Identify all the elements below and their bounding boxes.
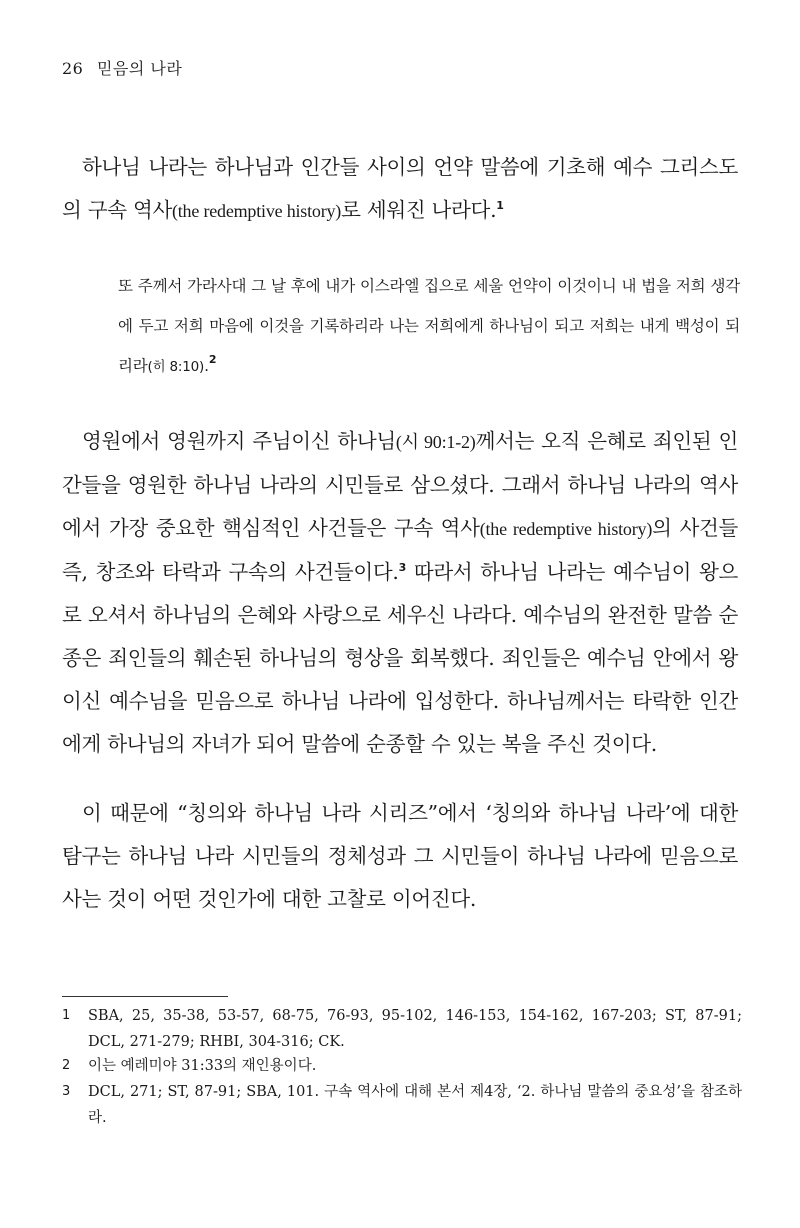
footnote-ref-3: 3 [398, 561, 406, 574]
footnote-ref-2: 2 [208, 353, 217, 366]
page-number: 26 [62, 59, 84, 78]
para3-text: 이 때문에 “칭의와 하나님 나라 시리즈”에서 ‘칭의와 하나님 나라’에 대한 탐구는 하나님 나라 시민들의 정체성과 그 시민들이 하나님 나라에 믿음으로 사는 것이 어떤 것인가에 대한 고찰로 이어진다. [62, 801, 738, 911]
para2-text-c: 의 사건들 즉, 창조와 타락과 구속의 사건들이다. [62, 516, 739, 584]
quote-end: . [204, 357, 209, 375]
footnote-2 [62, 1053, 742, 1079]
paragraph-3 [62, 792, 738, 921]
paragraph-1 [62, 146, 738, 233]
paragraph-2 [62, 420, 738, 766]
para1-text-b: 로 세워진 나라다. [341, 198, 497, 222]
quote-text: 또 주께서 가라사대 그 날 후에 내가 이스라엘 집으로 세울 언약이 이것이니 내 법을 저희 생각에 두고 저희 마음에 이것을 기록하리라 나는 저희에게 하나님이 되고 저희는 내게 백성이 되리라 [118, 277, 740, 375]
footnote-3 [62, 1079, 742, 1131]
para2-english: (the redemptive history) [479, 519, 653, 539]
footnote-text: 이는 예레미야 31:33의 재인용이다. [88, 1058, 317, 1074]
footnote-number: 3 [62, 1084, 71, 1099]
para1-english: (the redemptive history) [171, 201, 342, 221]
footnote-number: 2 [62, 1058, 71, 1073]
scripture-quote [118, 266, 740, 387]
footnote-text: SBA, 25, 35-38, 53-57, 68-75, 76-93, 95-102, 146-153, 154-162, 167-203; ST, 87-91; DCL, 271-279; RHBI, 304-316; CK. [88, 1008, 742, 1050]
running-header [62, 56, 182, 79]
para2-reference: (시 90:1-2) [395, 432, 476, 452]
footnote-divider [62, 996, 228, 997]
footnote-ref-1: 1 [496, 199, 504, 212]
para2-text-d: 따라서 하나님 나라는 예수님이 왕으로 오셔서 하나님의 은혜와 사랑으로 세우신 나라다. 예수님의 완전한 말씀 순종은 죄인들의 훼손된 하나님의 형상을 회복했다. 죄인들은 예수님 안에서 왕이신 예수님을 믿음으로 하나님 나라에 입성한다. 하나님께서는 타락한 인간에게 하나님의 자녀가 되어 말씀에 순종할 수 있는 복을 주신 것이다. [62, 560, 738, 756]
quote-reference: (히 8:10) [147, 359, 205, 375]
running-title: 믿음의 나라 [96, 59, 183, 78]
para1-text-a: 하나님 나라는 하나님과 인간들 사이의 언약 말씀에 기초해 예수 그리스도의 구속 역사 [62, 155, 738, 222]
footnote-text: DCL, 271; ST, 87-91; SBA, 101. 구속 역사에 대해 본서 제4장, ‘2. 하나님 말씀의 중요성’을 참조하라. [88, 1084, 742, 1126]
footnote-1 [62, 1003, 742, 1055]
footnote-number: 1 [62, 1008, 71, 1023]
para2-text-a: 영원에서 영원까지 주님이신 하나님 [82, 429, 396, 453]
para2-text-b: 께서는 오직 은혜로 죄인된 인간들을 영원한 하나님 나라의 시민들로 삼으셨다. 그래서 하나님 나라의 역사에서 가장 중요한 핵심적인 사건들은 구속 역사 [62, 429, 738, 540]
